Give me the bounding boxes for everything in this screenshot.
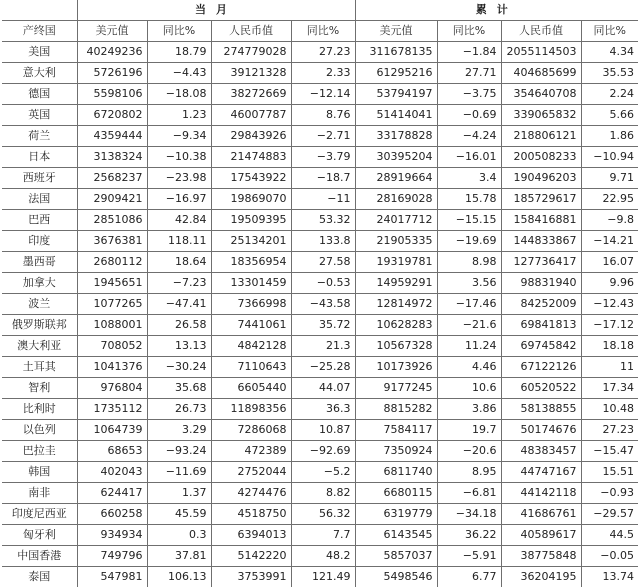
cum-rmb-yoy-cell: 5.66: [581, 105, 638, 126]
month-usd-yoy-cell: −47.41: [147, 294, 211, 315]
cum-rmb-cell: 44747167: [501, 462, 581, 483]
cum-usd-yoy-cell: 8.98: [437, 252, 501, 273]
cum-rmb-cell: 2055114503: [501, 42, 581, 63]
cum-rmb-cell: 38775848: [501, 546, 581, 567]
month-usd-yoy-cell: 3.29: [147, 420, 211, 441]
country-cell: 巴拉圭: [2, 441, 77, 462]
cum-usd-yoy-cell: −1.84: [437, 42, 501, 63]
cum-usd-yoy-cell: 15.78: [437, 189, 501, 210]
month-rmb-yoy-cell: 8.82: [291, 483, 355, 504]
month-rmb-yoy-cell: 27.58: [291, 252, 355, 273]
cum-rmb-cell: 69745842: [501, 336, 581, 357]
cum-rmb-cell: 67122126: [501, 357, 581, 378]
cum-rmb-yoy-cell: 44.5: [581, 525, 638, 546]
cum-usd-cell: 7350924: [355, 441, 437, 462]
cum-usd-yoy-cell: −5.91: [437, 546, 501, 567]
month-rmb-yoy-cell: 21.3: [291, 336, 355, 357]
cum-usd-yoy-cell: −0.69: [437, 105, 501, 126]
month-usd-yoy-cell: 1.23: [147, 105, 211, 126]
cum-rmb-yoy-cell: 9.96: [581, 273, 638, 294]
cum-usd-yoy-cell: −21.6: [437, 315, 501, 336]
month-usd-yoy-cell: 0.3: [147, 525, 211, 546]
cum-usd-yoy-cell: −3.75: [437, 84, 501, 105]
month-usd-yoy-cell: 26.73: [147, 399, 211, 420]
month-rmb-cell: 17543922: [211, 168, 291, 189]
cum-rmb-cell: 218806121: [501, 126, 581, 147]
cum-usd-yoy-cell: 4.46: [437, 357, 501, 378]
cum-rmb-cell: 48383457: [501, 441, 581, 462]
cum-usd-yoy-cell: −17.46: [437, 294, 501, 315]
month-usd-yoy-cell: −7.23: [147, 273, 211, 294]
cum-usd-cell: 8815282: [355, 399, 437, 420]
month-usd-cell: 4359444: [77, 126, 147, 147]
cum-rmb-yoy-cell: 35.53: [581, 63, 638, 84]
month-rmb-cell: 4842128: [211, 336, 291, 357]
month-usd-cell: 1041376: [77, 357, 147, 378]
cum-rmb-cell: 127736417: [501, 252, 581, 273]
country-cell: 加拿大: [2, 273, 77, 294]
month-rmb-cell: 7286068: [211, 420, 291, 441]
month-rmb-cell: 21474883: [211, 147, 291, 168]
table-row: [2, 336, 638, 357]
cum-usd-yoy-cell: −34.18: [437, 504, 501, 525]
month-rmb-yoy-cell: 48.2: [291, 546, 355, 567]
cum-usd-cell: 21905335: [355, 231, 437, 252]
month-usd-cell: 2851086: [77, 210, 147, 231]
cum-rmb-cell: 44142118: [501, 483, 581, 504]
country-cell: 比利时: [2, 399, 77, 420]
table-row: [2, 315, 638, 336]
table-row: [2, 168, 638, 189]
month-usd-yoy-cell: 13.13: [147, 336, 211, 357]
cum-usd-yoy-cell: 19.7: [437, 420, 501, 441]
country-cell: 俄罗斯联邦: [2, 315, 77, 336]
cum-usd-yoy-cell: 3.56: [437, 273, 501, 294]
table-row: [2, 483, 638, 504]
col-header-cum-rmb-yoy: 同比%: [581, 21, 638, 42]
col-header-country: 产终国: [2, 21, 77, 42]
month-rmb-cell: 472389: [211, 441, 291, 462]
col-header-month-usd: 美元值: [77, 21, 147, 42]
cum-usd-cell: 19319781: [355, 252, 437, 273]
cum-usd-yoy-cell: 6.77: [437, 567, 501, 587]
country-cell: 以色列: [2, 420, 77, 441]
month-rmb-cell: 25134201: [211, 231, 291, 252]
cum-usd-cell: 24017712: [355, 210, 437, 231]
table-row: [2, 84, 638, 105]
month-usd-cell: 976804: [77, 378, 147, 399]
cum-rmb-cell: 69841813: [501, 315, 581, 336]
table-row: [2, 378, 638, 399]
country-cell: 匈牙利: [2, 525, 77, 546]
table-row: [2, 525, 638, 546]
month-rmb-cell: 4518750: [211, 504, 291, 525]
month-rmb-yoy-cell: 56.32: [291, 504, 355, 525]
table-row: [2, 441, 638, 462]
country-cell: 韩国: [2, 462, 77, 483]
month-rmb-yoy-cell: 36.3: [291, 399, 355, 420]
month-usd-cell: 708052: [77, 336, 147, 357]
cum-rmb-cell: 60520522: [501, 378, 581, 399]
month-usd-cell: 934934: [77, 525, 147, 546]
cum-rmb-yoy-cell: −12.43: [581, 294, 638, 315]
table-row: [2, 105, 638, 126]
cum-usd-cell: 12814972: [355, 294, 437, 315]
month-usd-yoy-cell: −4.43: [147, 63, 211, 84]
cum-rmb-cell: 84252009: [501, 294, 581, 315]
cum-rmb-cell: 200508233: [501, 147, 581, 168]
country-cell: 泰国: [2, 567, 77, 587]
month-rmb-cell: 4274476: [211, 483, 291, 504]
country-cell: 意大利: [2, 63, 77, 84]
country-cell: 智利: [2, 378, 77, 399]
cum-rmb-yoy-cell: 4.34: [581, 42, 638, 63]
group-header-row: [2, 0, 638, 21]
month-usd-cell: 40249236: [77, 42, 147, 63]
month-rmb-yoy-cell: 7.7: [291, 525, 355, 546]
country-cell: 波兰: [2, 294, 77, 315]
table-row: [2, 63, 638, 84]
cum-rmb-cell: 190496203: [501, 168, 581, 189]
col-header-month-rmb: 人民币值: [211, 21, 291, 42]
country-cell: 西班牙: [2, 168, 77, 189]
month-usd-cell: 1088001: [77, 315, 147, 336]
month-rmb-cell: 38272669: [211, 84, 291, 105]
month-rmb-yoy-cell: −18.7: [291, 168, 355, 189]
month-usd-cell: 68653: [77, 441, 147, 462]
country-cell: 德国: [2, 84, 77, 105]
month-usd-cell: 547981: [77, 567, 147, 587]
group-header-cumulative: 累计: [355, 0, 638, 21]
month-usd-yoy-cell: 37.81: [147, 546, 211, 567]
month-usd-yoy-cell: 26.58: [147, 315, 211, 336]
month-usd-cell: 1064739: [77, 420, 147, 441]
country-cell: 土耳其: [2, 357, 77, 378]
month-rmb-cell: 39121328: [211, 63, 291, 84]
cum-usd-cell: 30395204: [355, 147, 437, 168]
cum-usd-cell: 51414041: [355, 105, 437, 126]
cum-usd-yoy-cell: 8.95: [437, 462, 501, 483]
cum-usd-yoy-cell: −4.24: [437, 126, 501, 147]
table-row: [2, 546, 638, 567]
month-usd-cell: 2680112: [77, 252, 147, 273]
table-row: [2, 231, 638, 252]
table-row: [2, 567, 638, 587]
table-row: [2, 462, 638, 483]
month-rmb-cell: 6394013: [211, 525, 291, 546]
table-row: [2, 273, 638, 294]
table-row: [2, 126, 638, 147]
cum-rmb-yoy-cell: 22.95: [581, 189, 638, 210]
country-cell: 英国: [2, 105, 77, 126]
cum-usd-cell: 5857037: [355, 546, 437, 567]
cum-usd-cell: 7584117: [355, 420, 437, 441]
cum-usd-yoy-cell: 3.86: [437, 399, 501, 420]
month-usd-yoy-cell: 1.37: [147, 483, 211, 504]
cum-rmb-cell: 339065832: [501, 105, 581, 126]
month-rmb-yoy-cell: 8.76: [291, 105, 355, 126]
month-usd-cell: 1077265: [77, 294, 147, 315]
month-usd-cell: 2568237: [77, 168, 147, 189]
cum-rmb-cell: 40589617: [501, 525, 581, 546]
country-cell: 美国: [2, 42, 77, 63]
country-cell: 中国香港: [2, 546, 77, 567]
cum-rmb-cell: 404685699: [501, 63, 581, 84]
country-cell: 印度尼西亚: [2, 504, 77, 525]
month-rmb-cell: 2752044: [211, 462, 291, 483]
cum-usd-cell: 10567328: [355, 336, 437, 357]
cum-usd-cell: 14959291: [355, 273, 437, 294]
cum-usd-yoy-cell: 3.4: [437, 168, 501, 189]
country-cell: 澳大利亚: [2, 336, 77, 357]
month-rmb-cell: 274779028: [211, 42, 291, 63]
cum-usd-cell: 61295216: [355, 63, 437, 84]
col-header-month-usd-yoy: 同比%: [147, 21, 211, 42]
month-usd-yoy-cell: 42.84: [147, 210, 211, 231]
cum-usd-cell: 5498546: [355, 567, 437, 587]
month-rmb-yoy-cell: 2.33: [291, 63, 355, 84]
cum-rmb-cell: 50174676: [501, 420, 581, 441]
cum-rmb-yoy-cell: 10.48: [581, 399, 638, 420]
cum-rmb-yoy-cell: −9.8: [581, 210, 638, 231]
cum-rmb-cell: 98831940: [501, 273, 581, 294]
cum-rmb-cell: 354640708: [501, 84, 581, 105]
table-row: [2, 189, 638, 210]
cum-rmb-yoy-cell: 27.23: [581, 420, 638, 441]
month-rmb-cell: 3753991: [211, 567, 291, 587]
month-rmb-cell: 5142220: [211, 546, 291, 567]
month-rmb-yoy-cell: 35.72: [291, 315, 355, 336]
col-header-month-rmb-yoy: 同比%: [291, 21, 355, 42]
month-rmb-cell: 19869070: [211, 189, 291, 210]
month-rmb-cell: 7441061: [211, 315, 291, 336]
month-rmb-yoy-cell: 44.07: [291, 378, 355, 399]
month-rmb-cell: 18356954: [211, 252, 291, 273]
cum-rmb-yoy-cell: −0.93: [581, 483, 638, 504]
table-row: [2, 357, 638, 378]
table-body: [2, 42, 638, 587]
month-rmb-yoy-cell: −0.53: [291, 273, 355, 294]
cum-rmb-cell: 58138855: [501, 399, 581, 420]
month-rmb-yoy-cell: 27.23: [291, 42, 355, 63]
cum-usd-yoy-cell: −15.15: [437, 210, 501, 231]
table-row: [2, 504, 638, 525]
month-usd-cell: 1735112: [77, 399, 147, 420]
country-cell: 墨西哥: [2, 252, 77, 273]
country-cell: 印度: [2, 231, 77, 252]
cum-rmb-yoy-cell: −10.94: [581, 147, 638, 168]
month-usd-yoy-cell: −16.97: [147, 189, 211, 210]
month-rmb-cell: 7110643: [211, 357, 291, 378]
month-rmb-cell: 19509395: [211, 210, 291, 231]
col-header-cum-usd-yoy: 同比%: [437, 21, 501, 42]
month-rmb-yoy-cell: −11: [291, 189, 355, 210]
cum-usd-yoy-cell: −20.6: [437, 441, 501, 462]
month-usd-cell: 6720802: [77, 105, 147, 126]
month-rmb-yoy-cell: −12.14: [291, 84, 355, 105]
cum-usd-cell: 6143545: [355, 525, 437, 546]
cum-rmb-yoy-cell: −29.57: [581, 504, 638, 525]
cum-rmb-yoy-cell: 11: [581, 357, 638, 378]
month-usd-yoy-cell: 18.64: [147, 252, 211, 273]
cum-rmb-yoy-cell: −14.21: [581, 231, 638, 252]
month-usd-yoy-cell: −18.08: [147, 84, 211, 105]
month-rmb-cell: 7366998: [211, 294, 291, 315]
month-rmb-yoy-cell: 121.49: [291, 567, 355, 587]
month-rmb-yoy-cell: −3.79: [291, 147, 355, 168]
month-usd-cell: 5726196: [77, 63, 147, 84]
month-rmb-yoy-cell: 53.32: [291, 210, 355, 231]
country-cell: 日本: [2, 147, 77, 168]
month-usd-cell: 3676381: [77, 231, 147, 252]
cum-rmb-cell: 144833867: [501, 231, 581, 252]
cum-usd-yoy-cell: −16.01: [437, 147, 501, 168]
cum-usd-cell: 33178828: [355, 126, 437, 147]
col-header-cum-usd: 美元值: [355, 21, 437, 42]
month-usd-yoy-cell: 35.68: [147, 378, 211, 399]
cum-rmb-yoy-cell: 16.07: [581, 252, 638, 273]
month-usd-yoy-cell: −30.24: [147, 357, 211, 378]
table-row: [2, 420, 638, 441]
month-usd-cell: 402043: [77, 462, 147, 483]
month-usd-cell: 624417: [77, 483, 147, 504]
month-usd-yoy-cell: −9.34: [147, 126, 211, 147]
cum-usd-cell: 9177245: [355, 378, 437, 399]
cum-usd-cell: 53794197: [355, 84, 437, 105]
month-usd-cell: 1945651: [77, 273, 147, 294]
cum-rmb-yoy-cell: −0.05: [581, 546, 638, 567]
country-cell: 巴西: [2, 210, 77, 231]
month-rmb-yoy-cell: −5.2: [291, 462, 355, 483]
country-cell: 南非: [2, 483, 77, 504]
cum-usd-yoy-cell: 11.24: [437, 336, 501, 357]
cum-rmb-yoy-cell: 15.51: [581, 462, 638, 483]
table-row: [2, 42, 638, 63]
table-row: [2, 147, 638, 168]
corner-cell: [2, 0, 77, 21]
month-usd-yoy-cell: −23.98: [147, 168, 211, 189]
cum-rmb-cell: 185729617: [501, 189, 581, 210]
cum-rmb-yoy-cell: 2.24: [581, 84, 638, 105]
trade-table-container: [2, 0, 638, 587]
cum-usd-cell: 6680115: [355, 483, 437, 504]
month-rmb-yoy-cell: −43.58: [291, 294, 355, 315]
cum-rmb-yoy-cell: 17.34: [581, 378, 638, 399]
cum-rmb-yoy-cell: 18.18: [581, 336, 638, 357]
month-rmb-yoy-cell: −25.28: [291, 357, 355, 378]
cum-usd-cell: 28919664: [355, 168, 437, 189]
table-row: [2, 252, 638, 273]
cum-usd-cell: 28169028: [355, 189, 437, 210]
month-rmb-cell: 6605440: [211, 378, 291, 399]
trade-table: [2, 0, 638, 587]
cum-rmb-yoy-cell: −17.12: [581, 315, 638, 336]
cum-usd-yoy-cell: −6.81: [437, 483, 501, 504]
month-usd-cell: 5598106: [77, 84, 147, 105]
cum-usd-yoy-cell: 36.22: [437, 525, 501, 546]
cum-rmb-yoy-cell: 9.71: [581, 168, 638, 189]
cum-rmb-cell: 158416881: [501, 210, 581, 231]
month-usd-yoy-cell: −10.38: [147, 147, 211, 168]
cum-usd-cell: 6319779: [355, 504, 437, 525]
month-usd-yoy-cell: 118.11: [147, 231, 211, 252]
month-usd-yoy-cell: −11.69: [147, 462, 211, 483]
table-row: [2, 210, 638, 231]
cum-usd-cell: 6811740: [355, 462, 437, 483]
month-usd-yoy-cell: 106.13: [147, 567, 211, 587]
cum-rmb-yoy-cell: 1.86: [581, 126, 638, 147]
cum-rmb-cell: 36204195: [501, 567, 581, 587]
cum-usd-cell: 311678135: [355, 42, 437, 63]
group-header-month: 当月: [77, 0, 355, 21]
month-rmb-cell: 11898356: [211, 399, 291, 420]
month-usd-cell: 749796: [77, 546, 147, 567]
cum-rmb-cell: 41686761: [501, 504, 581, 525]
month-rmb-yoy-cell: −2.71: [291, 126, 355, 147]
cum-usd-cell: 10628283: [355, 315, 437, 336]
month-usd-yoy-cell: −93.24: [147, 441, 211, 462]
month-usd-yoy-cell: 45.59: [147, 504, 211, 525]
cum-rmb-yoy-cell: −15.47: [581, 441, 638, 462]
country-cell: 荷兰: [2, 126, 77, 147]
cum-usd-yoy-cell: 10.6: [437, 378, 501, 399]
month-rmb-cell: 13301459: [211, 273, 291, 294]
month-usd-yoy-cell: 18.79: [147, 42, 211, 63]
month-usd-cell: 660258: [77, 504, 147, 525]
month-rmb-yoy-cell: 133.8: [291, 231, 355, 252]
col-header-cum-rmb: 人民币值: [501, 21, 581, 42]
cum-usd-yoy-cell: 27.71: [437, 63, 501, 84]
column-header-row: [2, 21, 638, 42]
month-rmb-cell: 46007787: [211, 105, 291, 126]
table-row: [2, 399, 638, 420]
month-rmb-cell: 29843926: [211, 126, 291, 147]
month-usd-cell: 3138324: [77, 147, 147, 168]
cum-rmb-yoy-cell: 13.74: [581, 567, 638, 587]
month-rmb-yoy-cell: −92.69: [291, 441, 355, 462]
cum-usd-cell: 10173926: [355, 357, 437, 378]
table-row: [2, 294, 638, 315]
month-usd-cell: 2909421: [77, 189, 147, 210]
month-rmb-yoy-cell: 10.87: [291, 420, 355, 441]
cum-usd-yoy-cell: −19.69: [437, 231, 501, 252]
country-cell: 法国: [2, 189, 77, 210]
